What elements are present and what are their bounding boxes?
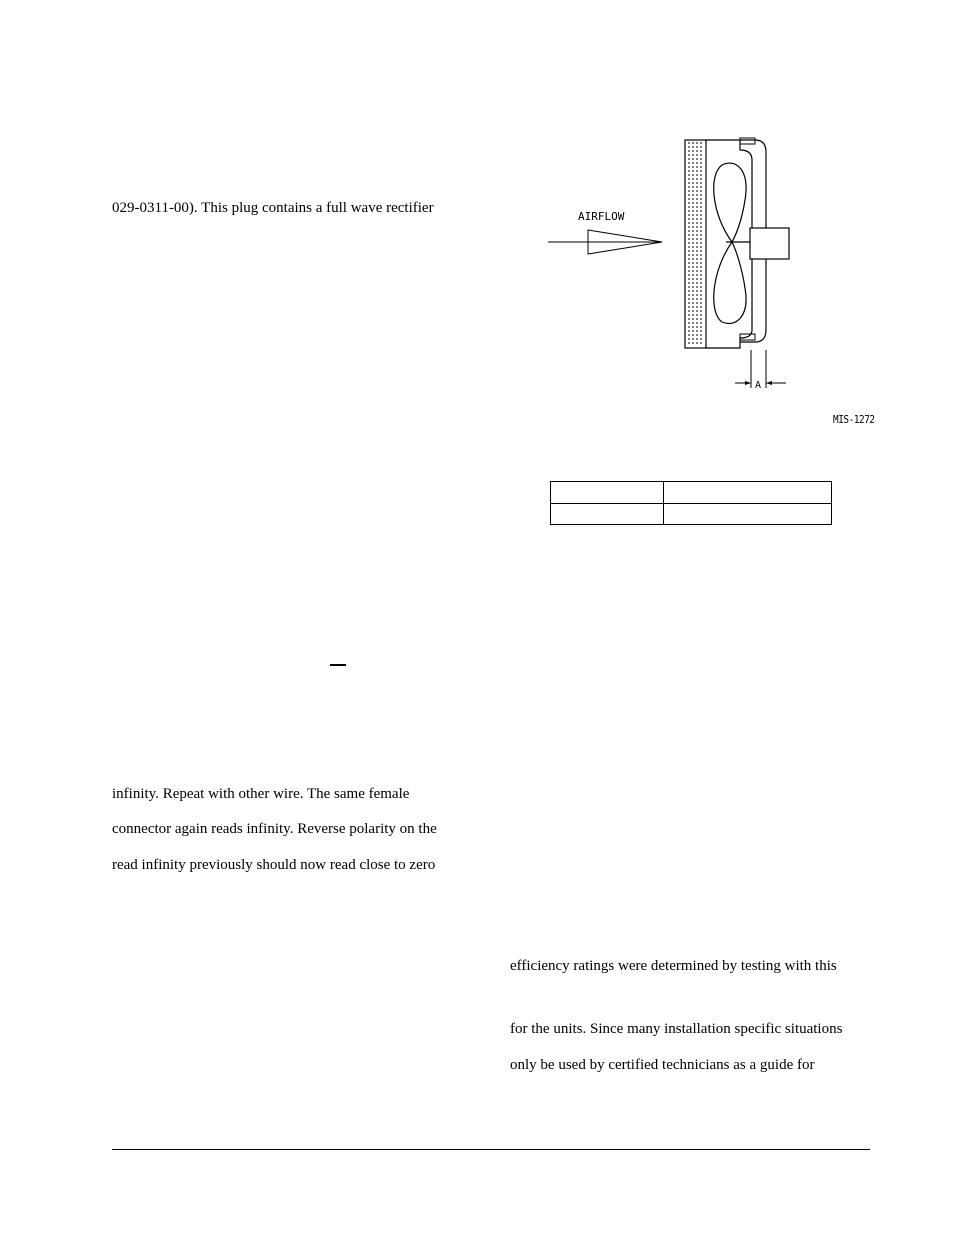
dimension-a-label: A [755, 380, 762, 391]
body-text-line: efficiency ratings were determined by testing with this [510, 958, 837, 974]
body-text-line: only be used by certified technicians as a guide for [510, 1057, 815, 1073]
body-text-line: for the units. Since many installation specific situations [510, 1021, 843, 1037]
airflow-label: AIRFLOW [578, 210, 625, 223]
spec-table [550, 481, 832, 525]
footer-rule [112, 1149, 870, 1150]
fan-shroud [706, 140, 752, 348]
body-text-line: connector again reads infinity. Reverse polarity on the [112, 821, 437, 837]
underline-mark [330, 664, 346, 666]
fan-coil-diagram [540, 130, 870, 400]
figure-id: MIS-1272 [833, 413, 875, 426]
table-row [551, 503, 832, 525]
fan-blade-lower [714, 242, 746, 324]
table-row [551, 482, 832, 504]
body-text-line: read infinity previously should now read close to zero [112, 857, 436, 873]
body-text-line: 029-0311-00). This plug contains a full wave rectifier [112, 200, 434, 216]
fan-blade-upper [714, 163, 746, 242]
motor-icon [750, 228, 789, 259]
table-cell [551, 482, 664, 504]
table-cell [664, 482, 832, 504]
body-text-line: infinity. Repeat with other wire. The same female [112, 786, 410, 802]
table-cell [551, 503, 664, 525]
coil-block [685, 140, 706, 348]
table-cell [664, 503, 832, 525]
